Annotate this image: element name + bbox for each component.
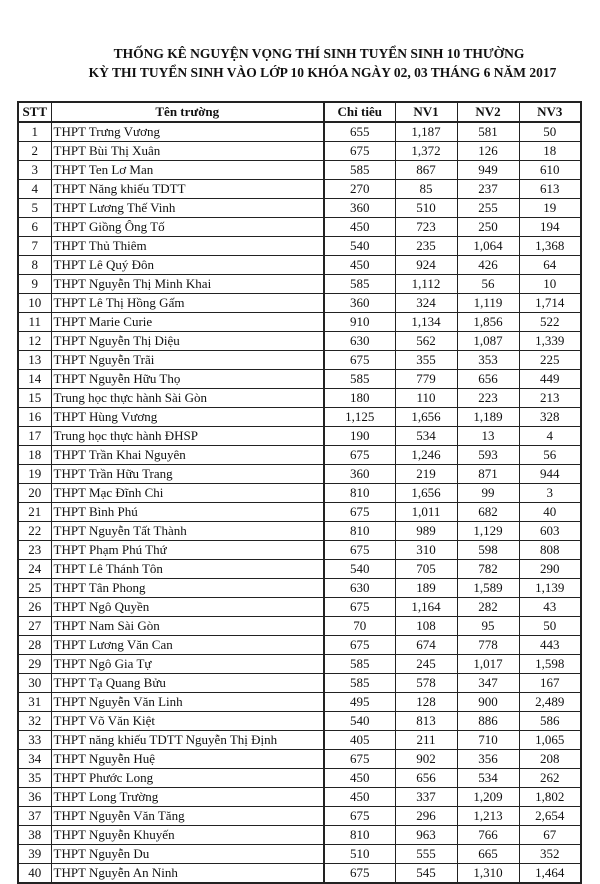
cell-school-name: Trung học thực hành Sài Gòn	[51, 389, 324, 408]
cell-nv2: 782	[457, 560, 519, 579]
cell-nv1: 1,134	[395, 313, 457, 332]
cell-school-name: THPT Nguyễn Khuyến	[51, 826, 324, 845]
cell-nv3: 586	[519, 712, 581, 731]
cell-school-name: THPT Nguyễn An Ninh	[51, 864, 324, 884]
cell-school-name: THPT Nguyễn Trãi	[51, 351, 324, 370]
cell-nv2: 665	[457, 845, 519, 864]
cell-school-name: THPT Giồng Ông Tố	[51, 218, 324, 237]
table-body	[18, 122, 581, 883]
cell-stt: 16	[18, 408, 51, 427]
cell-stt: 10	[18, 294, 51, 313]
cell-nv2: 871	[457, 465, 519, 484]
cell-quota: 675	[324, 541, 395, 560]
cell-school-name: THPT năng khiếu TDTT Nguyễn Thị Định	[51, 731, 324, 750]
cell-stt: 39	[18, 845, 51, 864]
cell-nv3: 808	[519, 541, 581, 560]
cell-nv3: 610	[519, 161, 581, 180]
table-row	[18, 503, 581, 522]
cell-nv3: 208	[519, 750, 581, 769]
cell-school-name: THPT Nguyễn Hữu Thọ	[51, 370, 324, 389]
cell-nv2: 1,189	[457, 408, 519, 427]
table-row	[18, 427, 581, 446]
table-row	[18, 769, 581, 788]
cell-nv2: 766	[457, 826, 519, 845]
cell-nv3: 2,654	[519, 807, 581, 826]
table-row	[18, 294, 581, 313]
cell-quota: 180	[324, 389, 395, 408]
table-row	[18, 351, 581, 370]
cell-nv2: 1,209	[457, 788, 519, 807]
cell-nv1: 1,187	[395, 122, 457, 142]
cell-quota: 450	[324, 256, 395, 275]
cell-nv1: 1,246	[395, 446, 457, 465]
header-nv2: NV2	[457, 102, 519, 122]
cell-quota: 675	[324, 446, 395, 465]
cell-nv2: 1,856	[457, 313, 519, 332]
cell-quota: 405	[324, 731, 395, 750]
table-row	[18, 313, 581, 332]
cell-school-name: THPT Bùi Thị Xuân	[51, 142, 324, 161]
cell-stt: 22	[18, 522, 51, 541]
cell-stt: 7	[18, 237, 51, 256]
cell-stt: 1	[18, 122, 51, 142]
cell-stt: 6	[18, 218, 51, 237]
cell-stt: 20	[18, 484, 51, 503]
cell-nv2: 255	[457, 199, 519, 218]
cell-nv1: 989	[395, 522, 457, 541]
cell-nv3: 19	[519, 199, 581, 218]
table-row	[18, 693, 581, 712]
cell-nv1: 296	[395, 807, 457, 826]
cell-nv2: 682	[457, 503, 519, 522]
cell-quota: 675	[324, 750, 395, 769]
cell-quota: 510	[324, 845, 395, 864]
cell-nv2: 1,129	[457, 522, 519, 541]
cell-quota: 585	[324, 674, 395, 693]
table-row	[18, 541, 581, 560]
header-stt: STT	[18, 102, 51, 122]
cell-nv3: 328	[519, 408, 581, 427]
cell-nv3: 194	[519, 218, 581, 237]
cell-nv1: 562	[395, 332, 457, 351]
cell-nv2: 656	[457, 370, 519, 389]
cell-quota: 585	[324, 655, 395, 674]
cell-nv3: 18	[519, 142, 581, 161]
cell-nv3: 56	[519, 446, 581, 465]
cell-nv2: 353	[457, 351, 519, 370]
cell-nv2: 99	[457, 484, 519, 503]
table-row	[18, 256, 581, 275]
table-row	[18, 807, 581, 826]
cell-nv1: 534	[395, 427, 457, 446]
cell-nv3: 1,802	[519, 788, 581, 807]
cell-quota: 450	[324, 788, 395, 807]
cell-nv2: 1,213	[457, 807, 519, 826]
table-row	[18, 617, 581, 636]
cell-school-name: THPT Nguyễn Huệ	[51, 750, 324, 769]
cell-quota: 360	[324, 294, 395, 313]
table-row	[18, 199, 581, 218]
table-row	[18, 237, 581, 256]
cell-stt: 11	[18, 313, 51, 332]
cell-nv2: 95	[457, 617, 519, 636]
cell-quota: 450	[324, 769, 395, 788]
cell-school-name: Trung học thực hành ĐHSP	[51, 427, 324, 446]
cell-stt: 28	[18, 636, 51, 655]
cell-nv2: 1,087	[457, 332, 519, 351]
cell-quota: 540	[324, 560, 395, 579]
table-row	[18, 484, 581, 503]
table-row	[18, 465, 581, 484]
table-header-row	[18, 102, 581, 122]
cell-nv1: 211	[395, 731, 457, 750]
cell-nv3: 1,368	[519, 237, 581, 256]
cell-school-name: THPT Lương Văn Can	[51, 636, 324, 655]
header-school-name: Tên trường	[51, 102, 324, 122]
cell-school-name: THPT Hùng Vương	[51, 408, 324, 427]
cell-nv3: 1,598	[519, 655, 581, 674]
cell-nv1: 128	[395, 693, 457, 712]
cell-quota: 630	[324, 332, 395, 351]
cell-school-name: THPT Lương Thế Vinh	[51, 199, 324, 218]
cell-nv3: 262	[519, 769, 581, 788]
cell-stt: 31	[18, 693, 51, 712]
cell-stt: 27	[18, 617, 51, 636]
cell-quota: 190	[324, 427, 395, 446]
document-subtitle: KỲ THI TUYỂN SINH VÀO LỚP 10 KHÓA NGÀY 02, 03 THÁNG 6 NĂM 2017	[88, 65, 557, 80]
cell-nv3: 1,065	[519, 731, 581, 750]
cell-nv2: 282	[457, 598, 519, 617]
cell-nv3: 50	[519, 122, 581, 142]
cell-stt: 23	[18, 541, 51, 560]
cell-nv2: 581	[457, 122, 519, 142]
cell-stt: 19	[18, 465, 51, 484]
table-row	[18, 408, 581, 427]
cell-nv2: 1,017	[457, 655, 519, 674]
cell-school-name: THPT Trưng Vương	[51, 122, 324, 142]
table-row	[18, 712, 581, 731]
cell-school-name: THPT Phạm Phú Thứ	[51, 541, 324, 560]
cell-stt: 3	[18, 161, 51, 180]
cell-nv2: 223	[457, 389, 519, 408]
cell-school-name: THPT Nguyễn Thị Diệu	[51, 332, 324, 351]
cell-nv1: 555	[395, 845, 457, 864]
cell-stt: 24	[18, 560, 51, 579]
cell-quota: 810	[324, 826, 395, 845]
cell-stt: 26	[18, 598, 51, 617]
cell-quota: 540	[324, 712, 395, 731]
cell-stt: 18	[18, 446, 51, 465]
cell-nv3: 4	[519, 427, 581, 446]
table-row	[18, 161, 581, 180]
cell-quota: 675	[324, 142, 395, 161]
table-row	[18, 560, 581, 579]
cell-nv3: 1,139	[519, 579, 581, 598]
table-row	[18, 142, 581, 161]
cell-stt: 36	[18, 788, 51, 807]
cell-stt: 29	[18, 655, 51, 674]
cell-school-name: THPT Nguyễn Tất Thành	[51, 522, 324, 541]
cell-nv3: 1,464	[519, 864, 581, 884]
table-row	[18, 655, 581, 674]
cell-nv3: 64	[519, 256, 581, 275]
cell-quota: 655	[324, 122, 395, 142]
cell-nv1: 963	[395, 826, 457, 845]
cell-stt: 30	[18, 674, 51, 693]
cell-stt: 38	[18, 826, 51, 845]
cell-quota: 495	[324, 693, 395, 712]
cell-quota: 585	[324, 275, 395, 294]
cell-quota: 675	[324, 351, 395, 370]
cell-nv2: 593	[457, 446, 519, 465]
cell-nv3: 167	[519, 674, 581, 693]
cell-stt: 13	[18, 351, 51, 370]
cell-nv3: 1,339	[519, 332, 581, 351]
cell-nv2: 250	[457, 218, 519, 237]
cell-nv3: 1,714	[519, 294, 581, 313]
cell-nv1: 656	[395, 769, 457, 788]
cell-nv1: 867	[395, 161, 457, 180]
cell-nv3: 213	[519, 389, 581, 408]
cell-nv2: 126	[457, 142, 519, 161]
cell-school-name: THPT Marie Curie	[51, 313, 324, 332]
cell-stt: 33	[18, 731, 51, 750]
cell-nv2: 1,119	[457, 294, 519, 313]
cell-nv2: 1,064	[457, 237, 519, 256]
cell-quota: 810	[324, 484, 395, 503]
cell-quota: 540	[324, 237, 395, 256]
cell-nv1: 337	[395, 788, 457, 807]
header-nv3: NV3	[519, 102, 581, 122]
cell-nv3: 10	[519, 275, 581, 294]
table-row	[18, 446, 581, 465]
table-row	[18, 218, 581, 237]
table-row	[18, 731, 581, 750]
table-row	[18, 826, 581, 845]
header-nv1: NV1	[395, 102, 457, 122]
cell-stt: 37	[18, 807, 51, 826]
cell-nv1: 924	[395, 256, 457, 275]
table-row	[18, 598, 581, 617]
cell-nv3: 522	[519, 313, 581, 332]
table-row	[18, 332, 581, 351]
cell-stt: 17	[18, 427, 51, 446]
cell-nv2: 900	[457, 693, 519, 712]
cell-quota: 585	[324, 370, 395, 389]
table-row	[18, 750, 581, 769]
cell-nv3: 449	[519, 370, 581, 389]
cell-quota: 70	[324, 617, 395, 636]
cell-school-name: THPT Thủ Thiêm	[51, 237, 324, 256]
table-row	[18, 522, 581, 541]
table-row	[18, 389, 581, 408]
cell-school-name: THPT Lê Thánh Tôn	[51, 560, 324, 579]
cell-nv1: 779	[395, 370, 457, 389]
cell-school-name: THPT Nguyễn Văn Linh	[51, 693, 324, 712]
cell-stt: 12	[18, 332, 51, 351]
cell-school-name: THPT Lê Quý Đôn	[51, 256, 324, 275]
cell-nv1: 1,112	[395, 275, 457, 294]
cell-quota: 1,125	[324, 408, 395, 427]
cell-nv1: 245	[395, 655, 457, 674]
cell-nv2: 1,589	[457, 579, 519, 598]
table-row	[18, 122, 581, 142]
table-row	[18, 788, 581, 807]
cell-stt: 2	[18, 142, 51, 161]
cell-nv2: 13	[457, 427, 519, 446]
cell-stt: 15	[18, 389, 51, 408]
cell-nv1: 578	[395, 674, 457, 693]
cell-school-name: THPT Tạ Quang Bửu	[51, 674, 324, 693]
cell-nv3: 40	[519, 503, 581, 522]
cell-quota: 675	[324, 807, 395, 826]
cell-school-name: THPT Lê Thị Hồng Gấm	[51, 294, 324, 313]
cell-school-name: THPT Trần Hữu Trang	[51, 465, 324, 484]
cell-stt: 14	[18, 370, 51, 389]
cell-school-name: THPT Phước Long	[51, 769, 324, 788]
cell-quota: 360	[324, 199, 395, 218]
cell-quota: 675	[324, 636, 395, 655]
cell-school-name: THPT Ngô Gia Tự	[51, 655, 324, 674]
cell-school-name: THPT Long Trường	[51, 788, 324, 807]
cell-nv3: 43	[519, 598, 581, 617]
cell-quota: 810	[324, 522, 395, 541]
cell-school-name: THPT Nguyễn Thị Minh Khai	[51, 275, 324, 294]
cell-nv1: 189	[395, 579, 457, 598]
cell-nv1: 902	[395, 750, 457, 769]
cell-nv2: 534	[457, 769, 519, 788]
admissions-table	[17, 101, 582, 884]
cell-stt: 21	[18, 503, 51, 522]
cell-nv2: 347	[457, 674, 519, 693]
table-row	[18, 845, 581, 864]
cell-nv2: 778	[457, 636, 519, 655]
cell-stt: 5	[18, 199, 51, 218]
table-row	[18, 674, 581, 693]
cell-nv1: 355	[395, 351, 457, 370]
cell-nv1: 674	[395, 636, 457, 655]
header-quota: Chỉ tiêu	[324, 102, 395, 122]
cell-nv1: 723	[395, 218, 457, 237]
cell-nv1: 1,164	[395, 598, 457, 617]
cell-school-name: THPT Năng khiếu TDTT	[51, 180, 324, 199]
cell-nv2: 886	[457, 712, 519, 731]
cell-nv1: 705	[395, 560, 457, 579]
cell-school-name: THPT Nam Sài Gòn	[51, 617, 324, 636]
cell-nv1: 110	[395, 389, 457, 408]
cell-nv1: 108	[395, 617, 457, 636]
cell-school-name: THPT Mạc Đĩnh Chi	[51, 484, 324, 503]
cell-stt: 8	[18, 256, 51, 275]
cell-nv2: 710	[457, 731, 519, 750]
document-title: THỐNG KÊ NGUYỆN VỌNG THÍ SINH TUYỂN SINH 10 THƯỜNG	[113, 46, 525, 61]
cell-nv1: 310	[395, 541, 457, 560]
cell-nv2: 356	[457, 750, 519, 769]
cell-nv3: 290	[519, 560, 581, 579]
cell-quota: 360	[324, 465, 395, 484]
cell-nv1: 1,656	[395, 484, 457, 503]
cell-nv2: 1,310	[457, 864, 519, 884]
cell-nv3: 603	[519, 522, 581, 541]
cell-quota: 910	[324, 313, 395, 332]
cell-quota: 450	[324, 218, 395, 237]
cell-nv1: 219	[395, 465, 457, 484]
cell-school-name: THPT Võ Văn Kiệt	[51, 712, 324, 731]
cell-nv1: 324	[395, 294, 457, 313]
cell-nv2: 237	[457, 180, 519, 199]
cell-school-name: THPT Nguyễn Du	[51, 845, 324, 864]
table-row	[18, 636, 581, 655]
cell-quota: 675	[324, 864, 395, 884]
cell-nv3: 944	[519, 465, 581, 484]
cell-nv2: 598	[457, 541, 519, 560]
cell-school-name: THPT Trần Khai Nguyên	[51, 446, 324, 465]
cell-stt: 40	[18, 864, 51, 884]
cell-quota: 585	[324, 161, 395, 180]
cell-nv1: 1,656	[395, 408, 457, 427]
table-row	[18, 864, 581, 884]
table-row	[18, 180, 581, 199]
table-row	[18, 370, 581, 389]
cell-school-name: THPT Bình Phú	[51, 503, 324, 522]
cell-nv1: 235	[395, 237, 457, 256]
cell-nv1: 813	[395, 712, 457, 731]
cell-nv3: 613	[519, 180, 581, 199]
cell-school-name: THPT Ngô Quyền	[51, 598, 324, 617]
cell-nv3: 2,489	[519, 693, 581, 712]
table-row	[18, 579, 581, 598]
cell-nv3: 3	[519, 484, 581, 503]
cell-school-name: THPT Ten Lơ Man	[51, 161, 324, 180]
cell-nv1: 85	[395, 180, 457, 199]
cell-nv1: 545	[395, 864, 457, 884]
cell-stt: 34	[18, 750, 51, 769]
cell-school-name: THPT Nguyễn Văn Tăng	[51, 807, 324, 826]
cell-nv2: 56	[457, 275, 519, 294]
cell-nv3: 225	[519, 351, 581, 370]
cell-quota: 270	[324, 180, 395, 199]
cell-nv3: 352	[519, 845, 581, 864]
cell-quota: 630	[324, 579, 395, 598]
cell-nv1: 510	[395, 199, 457, 218]
cell-nv3: 443	[519, 636, 581, 655]
cell-quota: 675	[324, 598, 395, 617]
cell-stt: 4	[18, 180, 51, 199]
cell-school-name: THPT Tân Phong	[51, 579, 324, 598]
cell-nv1: 1,011	[395, 503, 457, 522]
cell-nv3: 50	[519, 617, 581, 636]
cell-nv3: 67	[519, 826, 581, 845]
cell-stt: 35	[18, 769, 51, 788]
cell-stt: 25	[18, 579, 51, 598]
cell-stt: 9	[18, 275, 51, 294]
cell-nv2: 426	[457, 256, 519, 275]
cell-nv1: 1,372	[395, 142, 457, 161]
cell-stt: 32	[18, 712, 51, 731]
cell-quota: 675	[324, 503, 395, 522]
cell-nv2: 949	[457, 161, 519, 180]
table-row	[18, 275, 581, 294]
